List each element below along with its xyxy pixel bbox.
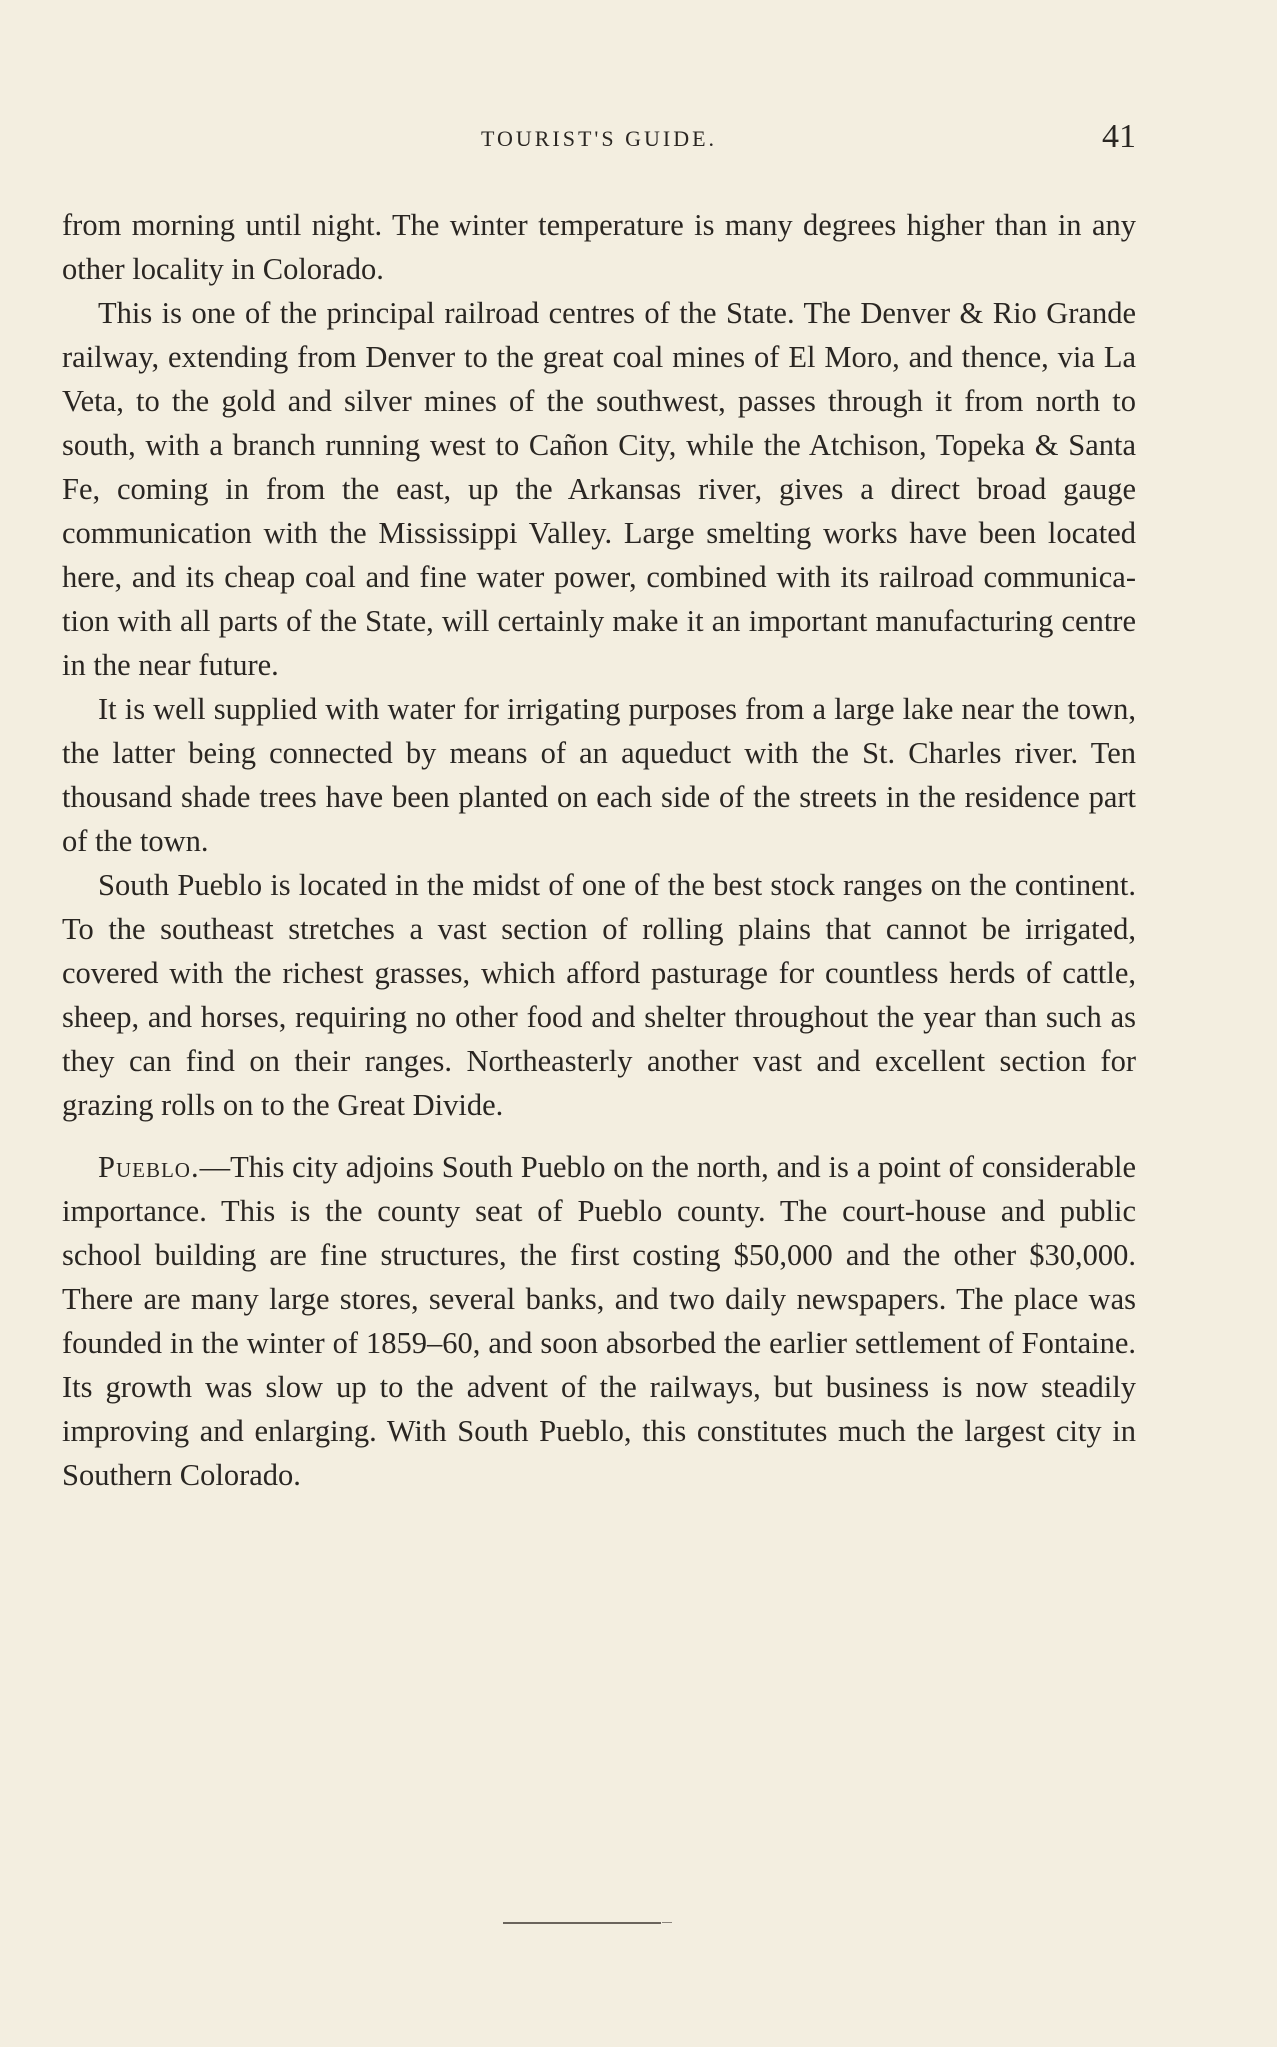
- end-rule-tail: [662, 1922, 672, 1923]
- paragraph-water-supply: It is well supplied with water for irrigating purposes from a large lake near the town, the latter being connected by means of an aqueduct with the St. Charles river. Ten thousand shade trees have been planted on each side of the streets in the residence part of the town.: [62, 692, 1136, 858]
- paragraph-pueblo: [62, 1145, 1136, 1497]
- running-head: [62, 118, 1136, 158]
- body-text: [62, 203, 1136, 1497]
- page-number: 41: [1102, 118, 1136, 155]
- end-rule: [503, 1922, 661, 1924]
- paragraph-stock-ranges: South Pueblo is located in the midst of one of the best stock ranges on the continent. To the southeast stretches a vast section of rolling plains that cannot be irrigated, covered with the richest grasses, which afford pasturage for countless herds of cattle, sheep, and horses, requiring no other food and shelter throughout the year than such as they can find on their ranges. Northeasterly another vast and excellent section for grazing rolls on to the Great Divide.: [62, 868, 1136, 1122]
- paragraph-pueblo-text: —This city adjoins South Pueblo on the north, and is a point of considerable importance. This is the county seat of Pueblo county. The court-house and public school building are fine structures, the first costing $50,000 and the other $30,000. There are many large stores, several banks, and two daily newspapers. The place was founded in the winter of 1859–60, and soon absorbed the earlier settlement of Fontaine. Its growth was slow up to the advent of the railways, but business is now steadily improving and enlarging. With South Pueblo, this constitutes much the largest city in Southern Colorado.: [62, 1150, 1136, 1492]
- paragraph-continuation: from morning until night. The winter temperature is many degrees higher than in any other locality in Colorado.: [62, 208, 1136, 286]
- running-title: TOURIST'S GUIDE.: [480, 126, 718, 151]
- section-heading-pueblo: Pueblo.: [98, 1150, 200, 1184]
- paragraph-railroads: This is one of the principal railroad centres of the State. The Denver & Rio Grande railway, extending from Denver to the great coal mines of El Moro, and thence, via La Veta, to the gold and silver mines of the southwest, passes through it from north to south, with a branch running west to Cañon City, while the Atchison, Topeka & Santa Fe, coming in from the east, up the Arkansas river, gives a direct broad gauge communication with the Mississippi Valley. Large smelting works have been located here, and its cheap coal and fine water power, combined with its railroad communication with all parts of the State, will certainly make it an important manufacturing centre in the near future.: [62, 296, 1136, 682]
